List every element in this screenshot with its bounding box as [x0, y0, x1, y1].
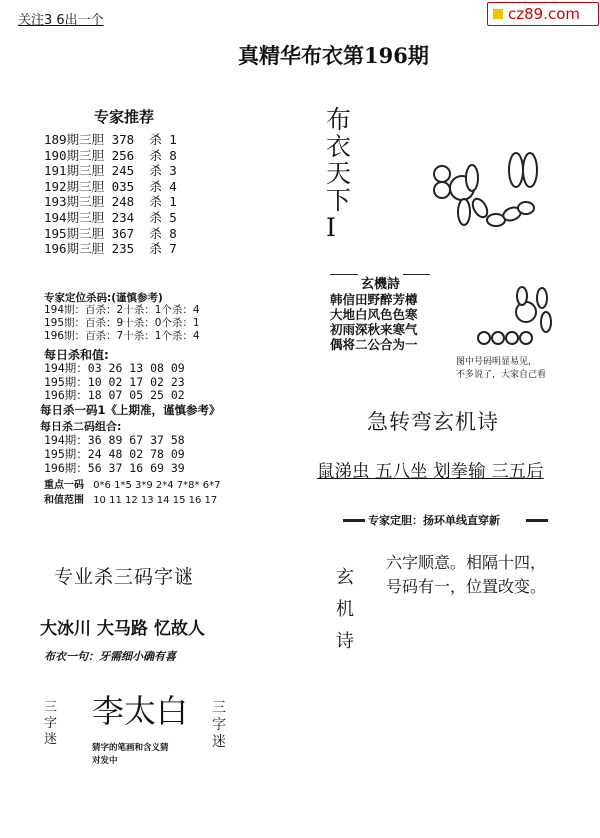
sum-range-row — [44, 491, 217, 506]
xuanji-line: 韩信田野醉芳樽 — [330, 292, 418, 307]
expert-row: 195期三胆 367 杀 8 — [44, 225, 177, 241]
buyi-vertical-text: 布衣天下 — [326, 105, 352, 215]
buyi-suffix: I — [326, 213, 336, 242]
caption-line1: 图中号码明显易见， — [456, 357, 538, 367]
bead-coin-icon — [516, 302, 536, 322]
expert-line: 专家定胆：扬环单线直穿新 — [368, 514, 500, 527]
xuanji-lines — [330, 292, 418, 352]
sum-range-value: 10 11 12 13 14 15 16 17 — [93, 495, 218, 506]
key-points-label: 重点一码 — [44, 480, 84, 491]
position-kill-row: 195期：百杀：9十杀：0个杀：1 — [44, 317, 200, 329]
logo-text: cz89.com — [508, 5, 581, 23]
sum-range-label: 和值范围 — [44, 495, 84, 506]
bead-coin-icon — [434, 166, 450, 182]
daily-sum-row: 196期：18 07 05 25 02 — [44, 388, 185, 402]
position-kill-list — [44, 304, 200, 343]
bead-oval — [517, 287, 527, 305]
expert-row: 191期三胆 245 杀 3 — [44, 163, 177, 179]
position-kill-heading: 专家定位杀码:(谨慎参考) — [44, 292, 163, 304]
bead-coin-icon — [478, 332, 490, 344]
expert-row: 190期三胆 256 杀 8 — [44, 147, 177, 163]
daily-two-list — [44, 433, 185, 475]
position-kill-row: 194期：百杀：2十杀：1个杀：4 — [44, 304, 200, 316]
expert-heading: 专家推荐 — [94, 108, 155, 126]
daily-sum-heading: 每日杀和值: — [44, 348, 109, 362]
xuanji-poem-line1: 六字顺意。相隔十四， — [386, 553, 547, 572]
expert-line-left-dash — [343, 519, 365, 522]
daily-sum-row: 195期：10 02 17 02 23 — [44, 374, 185, 389]
riddle-side-right: 三字迷 — [212, 700, 226, 750]
page-title: 真精华布衣第196期 — [238, 43, 429, 68]
pro-kill-sentence: 布衣一句：牙需细小确有喜 — [44, 650, 176, 663]
jizhuan-title: 急转弯玄机诗 — [367, 410, 499, 434]
riddle-side-left: 三字迷 — [44, 700, 58, 747]
buyi-vertical-title — [326, 106, 354, 241]
bead-oval — [466, 165, 478, 191]
bead-oval — [509, 153, 523, 187]
expert-row: 189期三胆 378 杀 1 — [44, 132, 177, 147]
bead-oval — [541, 312, 551, 332]
riddle-name: 李太白 — [92, 692, 189, 730]
bead-chain-illustration-middle — [476, 282, 566, 352]
daily-two-row: 196期：56 37 16 69 39 — [44, 461, 185, 475]
logo-square-icon — [493, 9, 503, 19]
pro-kill-title: 专业杀三码字谜 — [54, 566, 195, 588]
bead-oval — [518, 202, 534, 214]
top-note: 关注3 6出一个 — [18, 13, 104, 28]
riddle-note-line1: 猜字的笔画和含义猜 — [92, 743, 169, 753]
expert-row: 193期三胆 248 杀 1 — [44, 194, 177, 210]
bead-oval — [537, 288, 547, 308]
pro-kill-words: 大冰川 大马路 忆故人 — [40, 619, 205, 639]
daily-two-row: 194期：36 89 67 37 58 — [44, 433, 185, 447]
site-watermark-logo — [487, 2, 599, 26]
caption-line2: 不多说了，大家自己看 — [456, 370, 547, 380]
daily-sum-list — [44, 362, 185, 403]
bead-coin-icon — [520, 332, 532, 344]
daily-one-code: 每日杀一码1《上期准，谨慎参考》 — [40, 403, 221, 417]
bead-oval — [470, 196, 490, 219]
bead-chain-illustration-top — [422, 150, 542, 238]
expert-row: 196期三胆 235 杀 7 — [44, 241, 177, 257]
jizhuan-line: 鼠涕虫 五八坐 划拳输 三五后 — [317, 462, 544, 482]
position-kill-row: 196期：百杀：7十杀：1个杀：4 — [44, 330, 200, 342]
expert-list — [44, 132, 177, 257]
xuanji-heading: 玄機詩 — [358, 273, 403, 292]
bead-coin-icon — [492, 332, 504, 344]
daily-two-heading: 每日杀二码组合: — [40, 420, 122, 433]
xuanji-line: 偶将二公合为一 — [330, 337, 418, 352]
expert-line-right-dash — [526, 519, 548, 522]
expert-row: 194期三胆 234 杀 5 — [44, 209, 177, 225]
xuanji-poem-vertical: 玄机诗 — [336, 567, 354, 652]
bead-coin-icon — [506, 332, 518, 344]
xuanji-line: 初雨深秋来寒气 — [330, 322, 418, 337]
bead-oval — [523, 153, 537, 187]
bead-coin-icon — [434, 182, 450, 198]
daily-two-row: 195期：24 48 02 78 09 — [44, 447, 185, 461]
riddle-note-line2: 对发中 — [92, 756, 118, 766]
expert-row: 192期三胆 035 杀 4 — [44, 178, 177, 194]
daily-sum-row: 194期：03 26 13 08 09 — [44, 361, 185, 375]
key-points-row — [44, 476, 220, 491]
key-points-value: 0*6 1*5 3*9 2*4 7*8* 6*7 — [93, 480, 221, 491]
xuanji-poem-line2: 号码有一，位置改变。 — [386, 577, 547, 596]
bead-oval — [458, 199, 470, 225]
xuanji-line: 大地白风色色寒 — [330, 307, 418, 322]
